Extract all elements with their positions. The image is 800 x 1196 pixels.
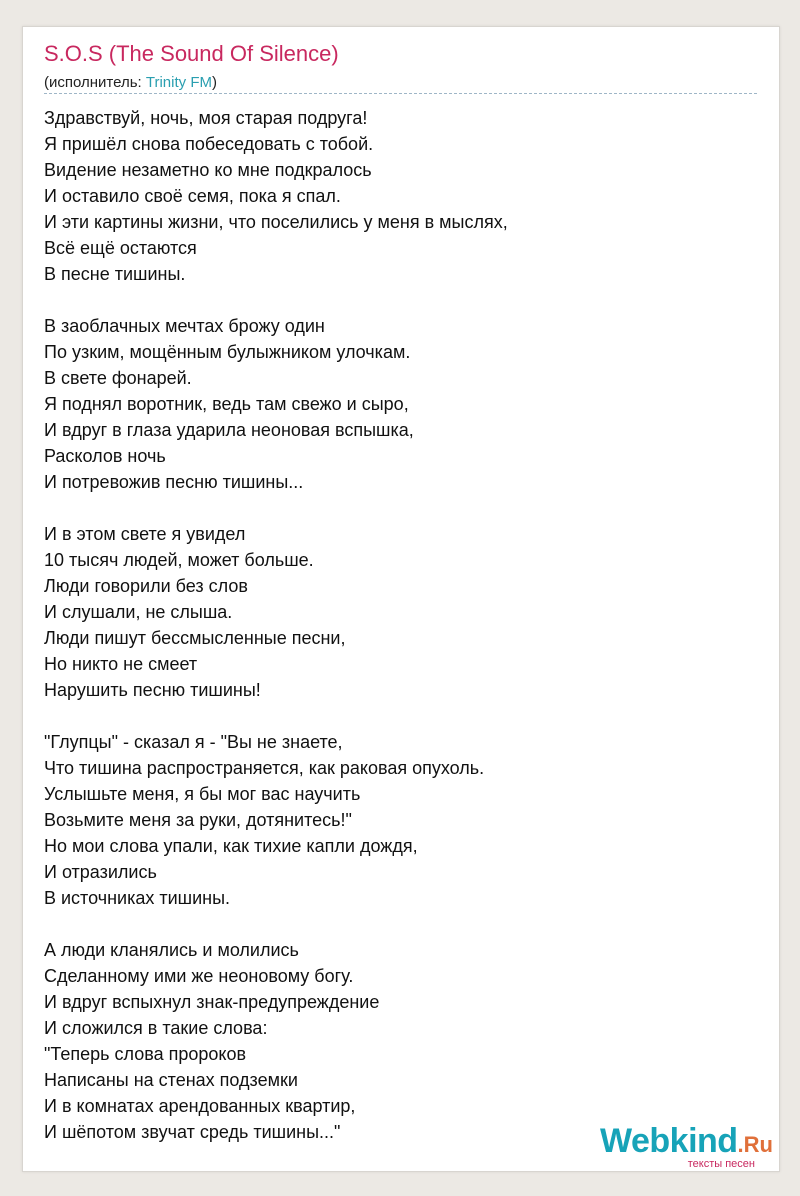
lyric-line: И сложился в такие слова:: [44, 1018, 268, 1038]
lyric-line: Люди говорили без слов: [44, 576, 248, 596]
logo-name: Webkind: [600, 1122, 738, 1160]
song-title: S.O.S (The Sound Of Silence): [44, 41, 339, 66]
artist-line: [44, 74, 757, 94]
artist-suffix: ): [211, 74, 217, 91]
lyric-line: Видение незаметно ко мне подкралось: [44, 160, 372, 180]
lyric-line: Расколов ночь: [44, 446, 166, 466]
logo-tld: .Ru: [737, 1132, 773, 1157]
lyric-line: И вдруг вспыхнул знак-предупреждение: [44, 992, 380, 1012]
lyric-line: Люди пишут бессмысленные песни,: [44, 628, 346, 648]
lyric-line: И в этом свете я увидел: [44, 524, 246, 544]
lyric-line: Всё ещё остаются: [44, 238, 197, 258]
lyric-line: Нарушить песню тишины!: [44, 680, 261, 700]
lyric-line: В источниках тишины.: [44, 888, 231, 908]
lyric-line: В песне тишины.: [44, 264, 186, 284]
lyric-line: По узким, мощённым булыжником улочкам.: [44, 342, 411, 362]
lyric-line: Здравствуй, ночь, моя старая подруга!: [44, 108, 368, 128]
lyric-line: Но мои слова упали, как тихие капли дождя,: [44, 836, 418, 856]
lyric-line: 10 тысяч людей, может больше.: [44, 550, 314, 570]
lyrics-card: [22, 26, 780, 1172]
site-logo[interactable]: [600, 1122, 773, 1170]
lyric-line: "Теперь слова пророков: [44, 1044, 247, 1064]
artist-link[interactable]: Trinity FM: [145, 74, 212, 91]
lyric-line: В заоблачных мечтах брожу один: [44, 316, 325, 336]
stanza-gap: [44, 495, 508, 521]
artist-prefix: (исполнитель:: [44, 74, 146, 91]
lyric-line: А люди кланялись и молились: [44, 940, 299, 960]
lyric-line: Я пришёл снова побеседовать с тобой.: [44, 134, 374, 154]
logo-tagline: тексты песен: [687, 1158, 755, 1170]
lyric-line: Написаны на стенах подземки: [44, 1070, 298, 1090]
lyric-line: И эти картины жизни, что поселились у меня в мыслях,: [44, 212, 508, 232]
lyric-line: И потревожив песню тишины...: [44, 472, 304, 492]
lyric-line: "Глупцы" - сказал я - "Вы не знаете,: [44, 732, 343, 752]
lyric-line: В свете фонарей.: [44, 368, 192, 388]
stanza-gap: [44, 287, 508, 313]
lyric-line: Что тишина распространяется, как раковая опухоль.: [44, 758, 485, 778]
stanza-gap: [44, 911, 508, 937]
lyric-line: Сделанному ими же неоновому богу.: [44, 966, 354, 986]
lyrics-body: [44, 105, 508, 1145]
lyric-line: Но никто не смеет: [44, 654, 198, 674]
stanza-gap: [44, 703, 508, 729]
lyric-line: И в комнатах арендованных квартир,: [44, 1096, 356, 1116]
lyric-line: Услышьте меня, я бы мог вас научить: [44, 784, 361, 804]
lyric-line: И отразились: [44, 862, 157, 882]
lyric-line: Я поднял воротник, ведь там свежо и сыро,: [44, 394, 409, 414]
lyric-line: Возьмите меня за руки, дотянитесь!": [44, 810, 352, 830]
lyric-line: И оставило своё семя, пока я спал.: [44, 186, 341, 206]
lyric-line: И вдруг в глаза ударила неоновая вспышка,: [44, 420, 414, 440]
lyric-line: И шёпотом звучат средь тишины...": [44, 1122, 341, 1142]
lyric-line: И слушали, не слыша.: [44, 602, 233, 622]
